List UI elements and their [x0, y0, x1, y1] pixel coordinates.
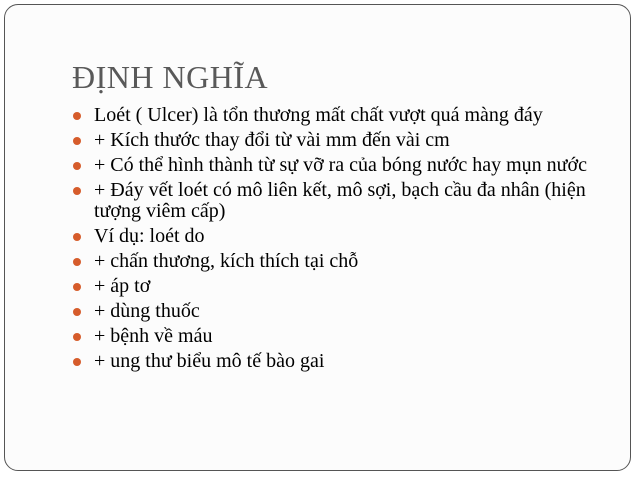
bullet-text: + Có thể hình thành từ sự vỡ ra của bóng nước hay mụn nước [94, 154, 587, 176]
bullet-dot-icon [73, 162, 81, 170]
list-item [72, 155, 592, 176]
list-item [72, 226, 592, 247]
bullet-text: + Đáy vết loét có mô liên kết, mô sợi, bạch cầu đa nhân (hiện tượng viêm cấp) [94, 179, 586, 222]
bullet-dot-icon [73, 137, 81, 145]
bullet-dot-icon [73, 283, 81, 291]
list-item [72, 326, 592, 347]
bullet-dot-icon [73, 358, 81, 366]
bullet-dot-icon [73, 187, 81, 195]
bullet-dot-icon [73, 258, 81, 266]
bullet-dot-icon [73, 233, 81, 241]
bullet-list [72, 105, 592, 376]
list-item [72, 130, 592, 151]
list-item [72, 351, 592, 372]
bullet-dot-icon [73, 333, 81, 341]
list-item [72, 251, 592, 272]
list-item [72, 301, 592, 322]
bullet-dot-icon [73, 308, 81, 316]
bullet-text: + dùng thuốc [94, 300, 200, 322]
bullet-text: + Kích thước thay đổi từ vài mm đến vài cm [94, 129, 450, 151]
bullet-text: + bệnh về máu [94, 325, 213, 347]
slide-frame [4, 4, 631, 471]
bullet-text: + chấn thương, kích thích tại chỗ [94, 250, 359, 272]
bullet-text: + áp tơ [94, 275, 151, 297]
bullet-text: + ung thư biểu mô tế bào gai [94, 350, 325, 372]
list-item [72, 105, 592, 126]
slide-title: ĐỊNH NGHĨA [72, 59, 269, 95]
list-item [72, 180, 592, 222]
bullet-text: Ví dụ: loét do [94, 225, 205, 247]
bullet-text: Loét ( Ulcer) là tổn thương mất chất vượt quá màng đáy [94, 104, 543, 126]
list-item [72, 276, 592, 297]
bullet-dot-icon [73, 112, 81, 120]
